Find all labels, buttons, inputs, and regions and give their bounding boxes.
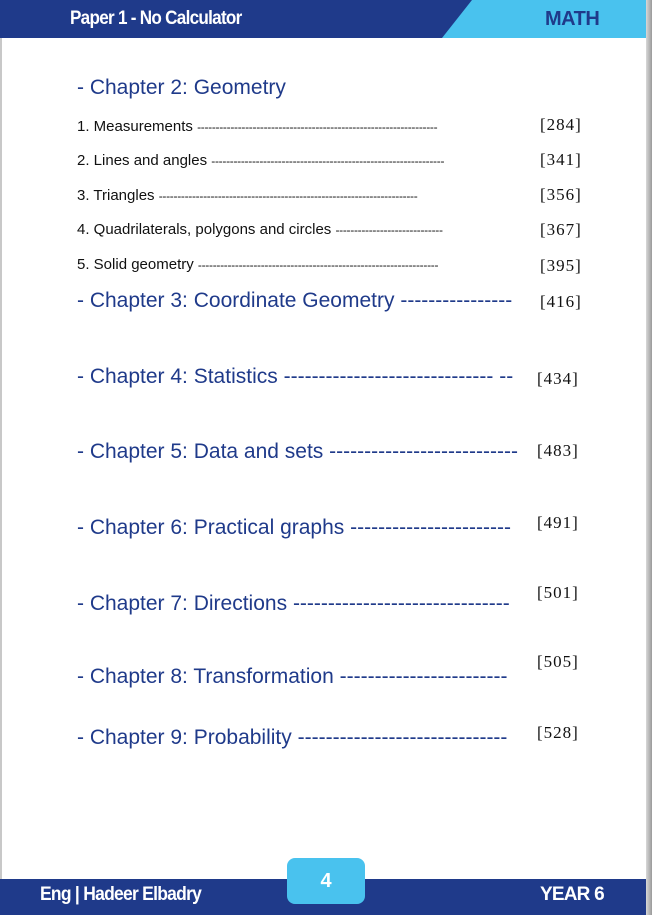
toc-item-measurements bbox=[77, 118, 437, 135]
toc-leader: ---------------- bbox=[400, 289, 513, 312]
header-subject-tab bbox=[442, 0, 646, 38]
toc-item-triangles bbox=[77, 187, 417, 204]
toc-leader: ------------------------------ bbox=[297, 726, 508, 749]
chapter-label: - Chapter 4: Statistics bbox=[77, 365, 278, 388]
toc-leader: --------------------------------------------------------------- bbox=[211, 154, 445, 168]
toc-item-label: 5. Solid geometry bbox=[77, 256, 194, 273]
header-title: Paper 1 - No Calculator bbox=[70, 8, 242, 29]
chapter-6-entry bbox=[77, 516, 511, 540]
toc-leader: ------------------------------- bbox=[292, 592, 510, 615]
toc-item-solid-geometry bbox=[77, 256, 438, 273]
toc-leader: ------------------------ bbox=[339, 665, 508, 688]
footer-year: YEAR 6 bbox=[540, 884, 604, 905]
toc-leader: ------------------------------ -- bbox=[283, 365, 514, 388]
toc-leader: ----------------------------- bbox=[335, 223, 443, 237]
page-ref: [501] bbox=[537, 583, 579, 602]
chapter-label: - Chapter 8: Transformation bbox=[77, 665, 334, 688]
toc-leader: ----------------------------------------------------------------- bbox=[197, 258, 439, 272]
page-ref: [491] bbox=[537, 513, 579, 532]
toc-leader: ---------------------------------------------------------------------- bbox=[158, 189, 418, 203]
page-ref: [395] bbox=[540, 256, 582, 275]
chapter-8-entry bbox=[77, 665, 507, 689]
chapter-9-entry bbox=[77, 726, 507, 750]
chapter-2-heading: - Chapter 2: Geometry bbox=[77, 76, 286, 99]
page-ref: [356] bbox=[540, 185, 582, 204]
toc-leader: ----------------------------------------------------------------- bbox=[197, 120, 438, 134]
toc-item-label: 1. Measurements bbox=[77, 118, 193, 135]
toc-leader: ----------------------- bbox=[350, 516, 511, 539]
toc-item-lines-angles bbox=[77, 152, 444, 169]
page-ref: [483] bbox=[537, 441, 579, 460]
page-number: 4 bbox=[287, 858, 365, 904]
toc-item-label: 3. Triangles bbox=[77, 187, 155, 204]
page-ref: [434] bbox=[537, 369, 579, 388]
page-ref: [284] bbox=[540, 115, 582, 134]
chapter-label: - Chapter 6: Practical graphs bbox=[77, 516, 345, 539]
page-ref: [416] bbox=[540, 292, 582, 311]
page-ref: [367] bbox=[540, 220, 582, 239]
chapter-4-entry bbox=[77, 365, 513, 389]
chapter-label: - Chapter 9: Probability bbox=[77, 726, 292, 749]
toc-item-quadrilaterals bbox=[77, 221, 443, 238]
chapter-label: - Chapter 7: Directions bbox=[77, 592, 288, 615]
footer-author: Eng | Hadeer Elbadry bbox=[40, 884, 202, 905]
toc-leader: --------------------------- bbox=[329, 440, 518, 463]
toc-item-label: 4. Quadrilaterals, polygons and circles bbox=[77, 221, 332, 238]
page-edge-left bbox=[0, 0, 2, 915]
chapter-5-entry bbox=[77, 440, 518, 464]
chapter-3-entry bbox=[77, 289, 512, 313]
header-subject: MATH bbox=[545, 8, 600, 30]
chapter-label: - Chapter 5: Data and sets bbox=[77, 440, 324, 463]
page-edge-right bbox=[646, 0, 652, 915]
chapter-label: - Chapter 3: Coordinate Geometry bbox=[77, 289, 395, 312]
page-ref: [528] bbox=[537, 723, 579, 742]
chapter-7-entry bbox=[77, 592, 510, 616]
page-ref: [505] bbox=[537, 652, 579, 671]
toc-item-label: 2. Lines and angles bbox=[77, 152, 208, 169]
page-ref: [341] bbox=[540, 150, 582, 169]
